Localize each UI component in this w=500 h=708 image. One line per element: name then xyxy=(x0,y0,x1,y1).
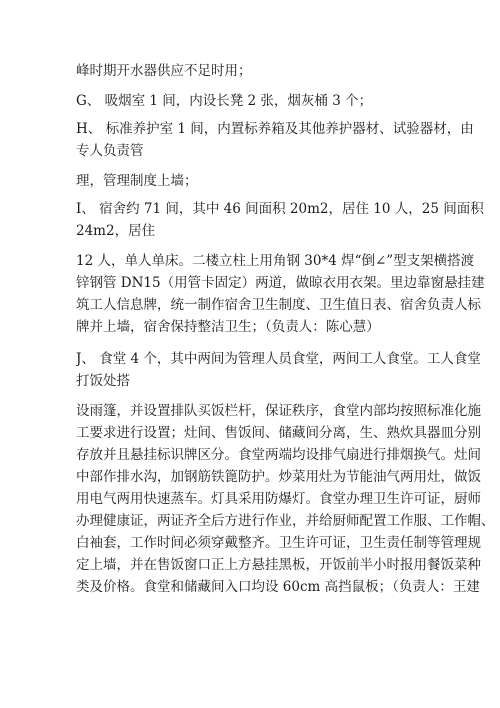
text-line-10: 筑工人信息牌，统一制作宿舍卫生制度、卫生值日表、宿舍负责人标 xyxy=(76,297,481,313)
text-line-15: 工要求进行设置；灶间、售饭间、储藏间分离，生、熟炊具器皿分别 xyxy=(76,425,481,441)
text-line-6: I、 宿舍约 71 间，其中 46 间面积 20m2，居住 10 人，25 间面积 xyxy=(76,201,484,217)
text-line-3: H、 标准养护室 1 间，内置标养箱及其他养护器材、试验器材，由 xyxy=(76,121,474,137)
text-line-19: 办理健康证，两证齐全后方进行作业，并给厨师配置工作服、工作帽、 xyxy=(76,513,495,529)
text-line-8: 12 人，单人单床。二楼立柱上用角钢 30*4 焊“倒∠”型支架横搭渡 xyxy=(76,253,475,269)
text-line-11: 牌并上墙，宿舍保持整洁卫生；（负责人：陈心慧） xyxy=(76,319,380,335)
text-line-21: 定上墙，并在售饭窗口正上方悬挂黑板，开饭前半小时报用餐饭菜种 xyxy=(76,557,481,573)
text-line-1: 峰时期开水器供应不足时用； xyxy=(76,63,252,79)
text-line-22: 类及价格。食堂和储藏间入口均设 60cm 高挡鼠板；（负责人：王建 xyxy=(76,579,480,595)
text-line-17: 中部作排水沟，加钢筋铁篦防护。炒菜用灶为节能油气两用灶，做饭 xyxy=(76,469,481,485)
text-line-9: 锌钢管 DN15（用管卡固定）两道，做晾衣用衣架。里边靠窗悬挂建 xyxy=(76,275,485,291)
text-line-7: 24m2，居住 xyxy=(76,223,156,239)
text-line-14: 设雨篷，并设置排队买饭栏杆，保证秩序，食堂内部均按照标准化施 xyxy=(76,403,481,419)
text-line-5: 理，管理制度上墙； xyxy=(76,173,198,189)
text-line-18: 用电气两用快速蒸车。灯具采用防爆灯。食堂办理卫生许可证，厨师 xyxy=(76,491,481,507)
text-line-13: 打饭处搭 xyxy=(76,373,130,389)
text-line-16: 存放并且悬挂标识牌区分。食堂两端均设排气扇进行排烟换气。灶间 xyxy=(76,447,481,463)
text-line-20: 白袖套，工作时间必须穿戴整齐。卫生许可证，卫生责任制等管理规 xyxy=(76,535,481,551)
text-line-4: 专人负责管 xyxy=(76,143,144,159)
text-line-12: J、 食堂 4 个，其中两间为管理人员食堂，两间工人食堂。工人食堂 xyxy=(76,351,481,367)
text-line-2: G、 吸烟室 1 间，内设长凳 2 张，烟灰桶 3 个； xyxy=(76,93,373,109)
